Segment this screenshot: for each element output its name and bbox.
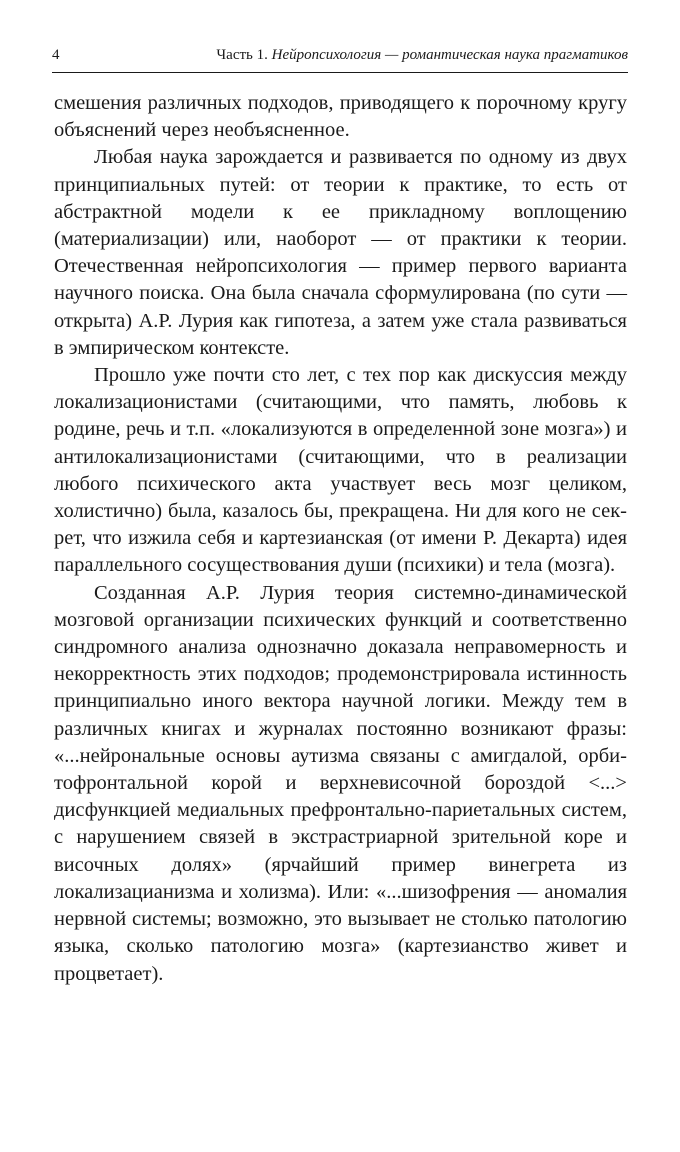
paragraph: Любая наука зарождается и развивается по одному из двух принципиальных путей: от теории к практике, то есть от абстрактной модели к ее прикладному воплощению (материализации) или, наоборот — от практики к теории. Отечественная нейропсихология — пример первого варианта научного поиска. Она была сначала сформулирована (по сути — открыта) А.Р. Лурия как гипотеза, а затем уже стала развиваться в эмпирическом контексте. [54,146,627,359]
part-label: Часть 1. [216,47,268,63]
page-header [52,44,628,66]
paragraph-continuation: смешения различных подходов, приводящего к порочному кругу объяснений через необъясненное. [54,92,627,142]
header-rule [52,72,628,73]
running-head [216,44,628,66]
page-number: 4 [52,47,60,63]
body-text [54,90,627,988]
part-title: Нейропсихология — романтическая наука прагматиков [271,47,628,63]
paragraph: Прошло уже почти сто лет, с тех пор как дискуссия между локализационистами (считающими, что память, любовь к родине, речь и т.п. «локализуются в определенной зоне мозга») и антилокализационистами (считающими, что в реализации любого психического акта участвует весь мозг целиком, холистично) была, казалось бы, прекращена. Ни для кого не секрет, что изжила себя и картезианская (от имени Р. Декарта) идея параллельного сосуществования души (психики) и тела (мозга). [54,364,627,577]
paragraph: Созданная А.Р. Лурия теория системно-динамической мозговой организации психических функций и соответственно синдромного анализа однозначно доказала неправомерность и некорректность этих подходов; продемонстрировала истинность принципиально иного вектора научной логики. Между тем в различных книгах и журналах постоянно возникают фразы: «...нейрональные основы аутизма связаны с амигдалой, орбитофронтальной корой и верхневисочной бороздой <...> дисфункцией медиальных префронтально-париетальных систем, с нарушением связей в экстрастриарной зрительной коре и височных долях» (ярчайший пример винегрета из локализацианизма и холизма). Или: «...шизофрения — аномалия нервной системы; возможно, это вызывает не столько патологию языка, сколько патологию мозга» (картезианство живет и процветает). [54,581,627,985]
